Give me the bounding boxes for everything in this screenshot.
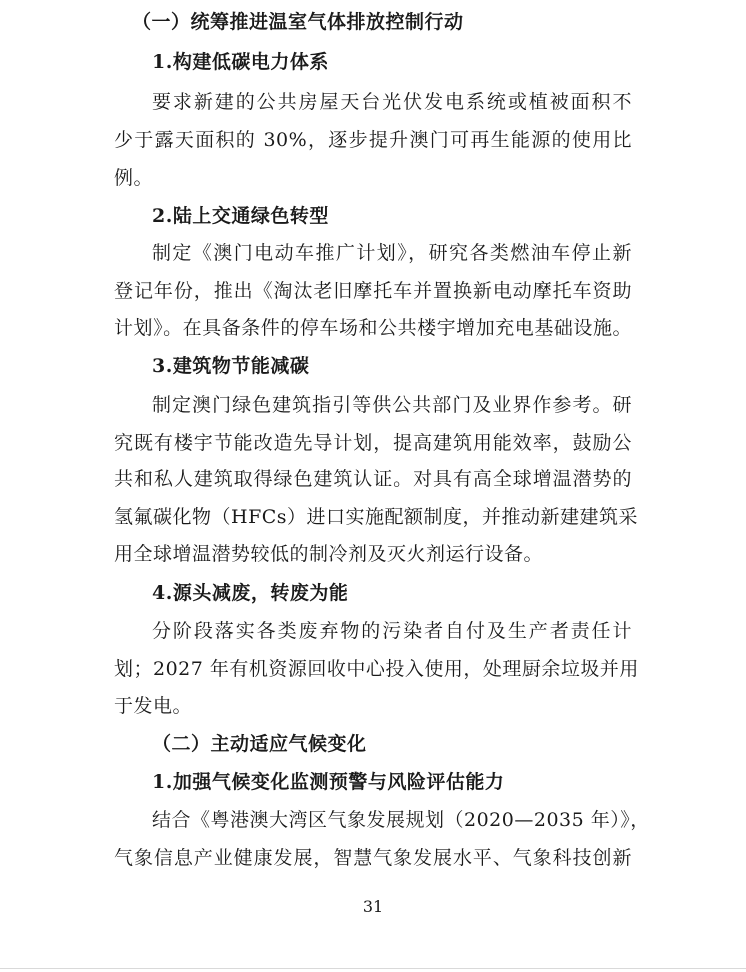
- paragraph-line: 共和私人建筑取得绿色建筑认证。对具有高全球增温潜势的: [114, 468, 632, 490]
- paragraph-line: 计划》。在具备条件的停车场和公共楼宇增加充电基础设施。: [114, 317, 632, 339]
- paragraph-line: 气象信息产业健康发展，智慧气象发展水平、气象科技创新: [114, 847, 632, 869]
- section-heading-2: （二）主动适应气候变化: [152, 733, 367, 755]
- paragraph-line: 究既有楼宇节能改造先导计划，提高建筑用能效率，鼓励公: [114, 432, 632, 454]
- paragraph-line: 登记年份，推出《淘汰老旧摩托车并置换新电动摩托车资助: [114, 280, 632, 302]
- subheading-1-2: 2.陆上交通绿色转型: [152, 205, 329, 227]
- paragraph-line: 例。: [114, 167, 154, 189]
- subheading-1-4: 4.源头减废，转废为能: [152, 582, 349, 604]
- subheading-2-1: 1.加强气候变化监测预警与风险评估能力: [152, 771, 505, 793]
- paragraph-line: 用全球增温潜势较低的制冷剂及灭火剂运行设备。: [114, 543, 544, 565]
- paragraph-line: 要求新建的公共房屋天台光伏发电系统或植被面积不: [152, 91, 632, 113]
- paragraph-line: 分阶段落实各类废弃物的污染者自付及生产者责任计: [152, 620, 632, 642]
- paragraph-line: 于发电。: [114, 695, 193, 717]
- page-number: 31: [362, 897, 384, 916]
- paragraph-line: 划；2027 年有机资源回收中心投入使用，处理厨余垃圾并用: [114, 658, 639, 680]
- paragraph-line: 制定澳门绿色建筑指引等供公共部门及业界作参考。研: [152, 394, 632, 416]
- paragraph-line: 制定《澳门电动车推广计划》，研究各类燃油车停止新: [152, 242, 632, 264]
- paragraph-line: 氢氟碳化物（HFCs）进口实施配额制度，并推动新建建筑采: [114, 506, 639, 528]
- paragraph-line: 结合《粤港澳大湾区气象发展规划（2020—2035 年）》，: [152, 809, 650, 831]
- page-bottom-divider: [0, 968, 746, 969]
- subheading-1-1: 1.构建低碳电力体系: [152, 51, 329, 73]
- subheading-1-3: 3.建筑物节能减碳: [152, 355, 310, 377]
- section-heading-1: （一）统筹推进温室气体排放控制行动: [132, 11, 464, 33]
- paragraph-line: 少于露天面积的 30%，逐步提升澳门可再生能源的使用比: [114, 129, 632, 151]
